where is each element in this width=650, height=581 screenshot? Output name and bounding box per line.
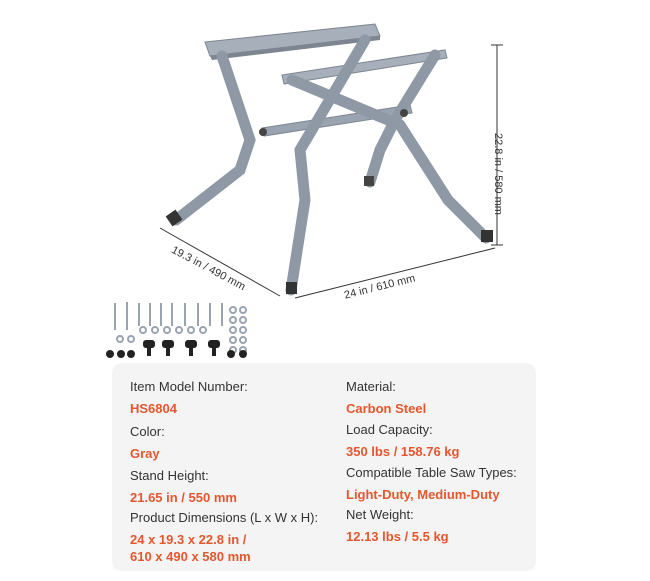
spec-value: 24 x 19.3 x 22.8 in / (130, 532, 247, 547)
spec-value: HS6804 (130, 401, 177, 416)
spec-value: 610 x 490 x 580 mm (130, 549, 251, 564)
washer-set (117, 307, 246, 353)
width-dimension-label: 24 in / 610 mm (343, 272, 417, 302)
spec-value: 350 lbs / 158.76 kg (346, 444, 460, 459)
pivot-bolt (400, 109, 408, 117)
spec-label: Material: (346, 379, 396, 394)
spec-label: Compatible Table Saw Types: (346, 465, 517, 480)
knob-set (143, 340, 220, 356)
hardware-kit (106, 302, 247, 358)
spec-label: Product Dimensions (L x W x H): (130, 510, 319, 525)
spec-color (130, 424, 165, 462)
spec-product-dimensions (130, 510, 318, 565)
spec-value: 12.13 lbs / 5.5 kg (346, 529, 449, 544)
spec-label: Load Capacity: (346, 422, 433, 437)
pivot-bolt (259, 128, 267, 136)
spec-label: Net Weight: (346, 507, 414, 522)
spec-model-number (130, 379, 248, 417)
dimension-lines (160, 45, 503, 298)
foot-cap (481, 230, 493, 242)
width-dimension-line (295, 248, 495, 298)
spec-stand-height (130, 468, 237, 506)
depth-dimension-label: 19.3 in / 490 mm (169, 244, 248, 294)
spec-label: Item Model Number: (130, 379, 248, 394)
nut-set (106, 350, 247, 358)
front-left-leg (176, 56, 250, 220)
depth-dimension-line (160, 228, 280, 296)
spec-value: Carbon Steel (346, 401, 427, 416)
saw-stand-frame (166, 24, 493, 294)
spec-compatible-types (346, 465, 517, 503)
spec-load-capacity (346, 422, 459, 460)
spec-value: Light-Duty, Medium-Duty (346, 487, 500, 502)
specifications-card (112, 363, 536, 571)
spec-label: Stand Height: (130, 468, 209, 483)
foot-cap (364, 176, 374, 186)
spec-value: 21.65 in / 550 mm (130, 490, 237, 505)
spec-net-weight (346, 507, 449, 545)
spec-label: Color: (130, 424, 165, 439)
foot-cap (286, 282, 297, 294)
spec-value: Gray (130, 446, 160, 461)
spec-material (346, 379, 426, 417)
height-dimension-label: 22.8 in / 580 mm (492, 133, 504, 215)
bolt-set (115, 302, 222, 330)
